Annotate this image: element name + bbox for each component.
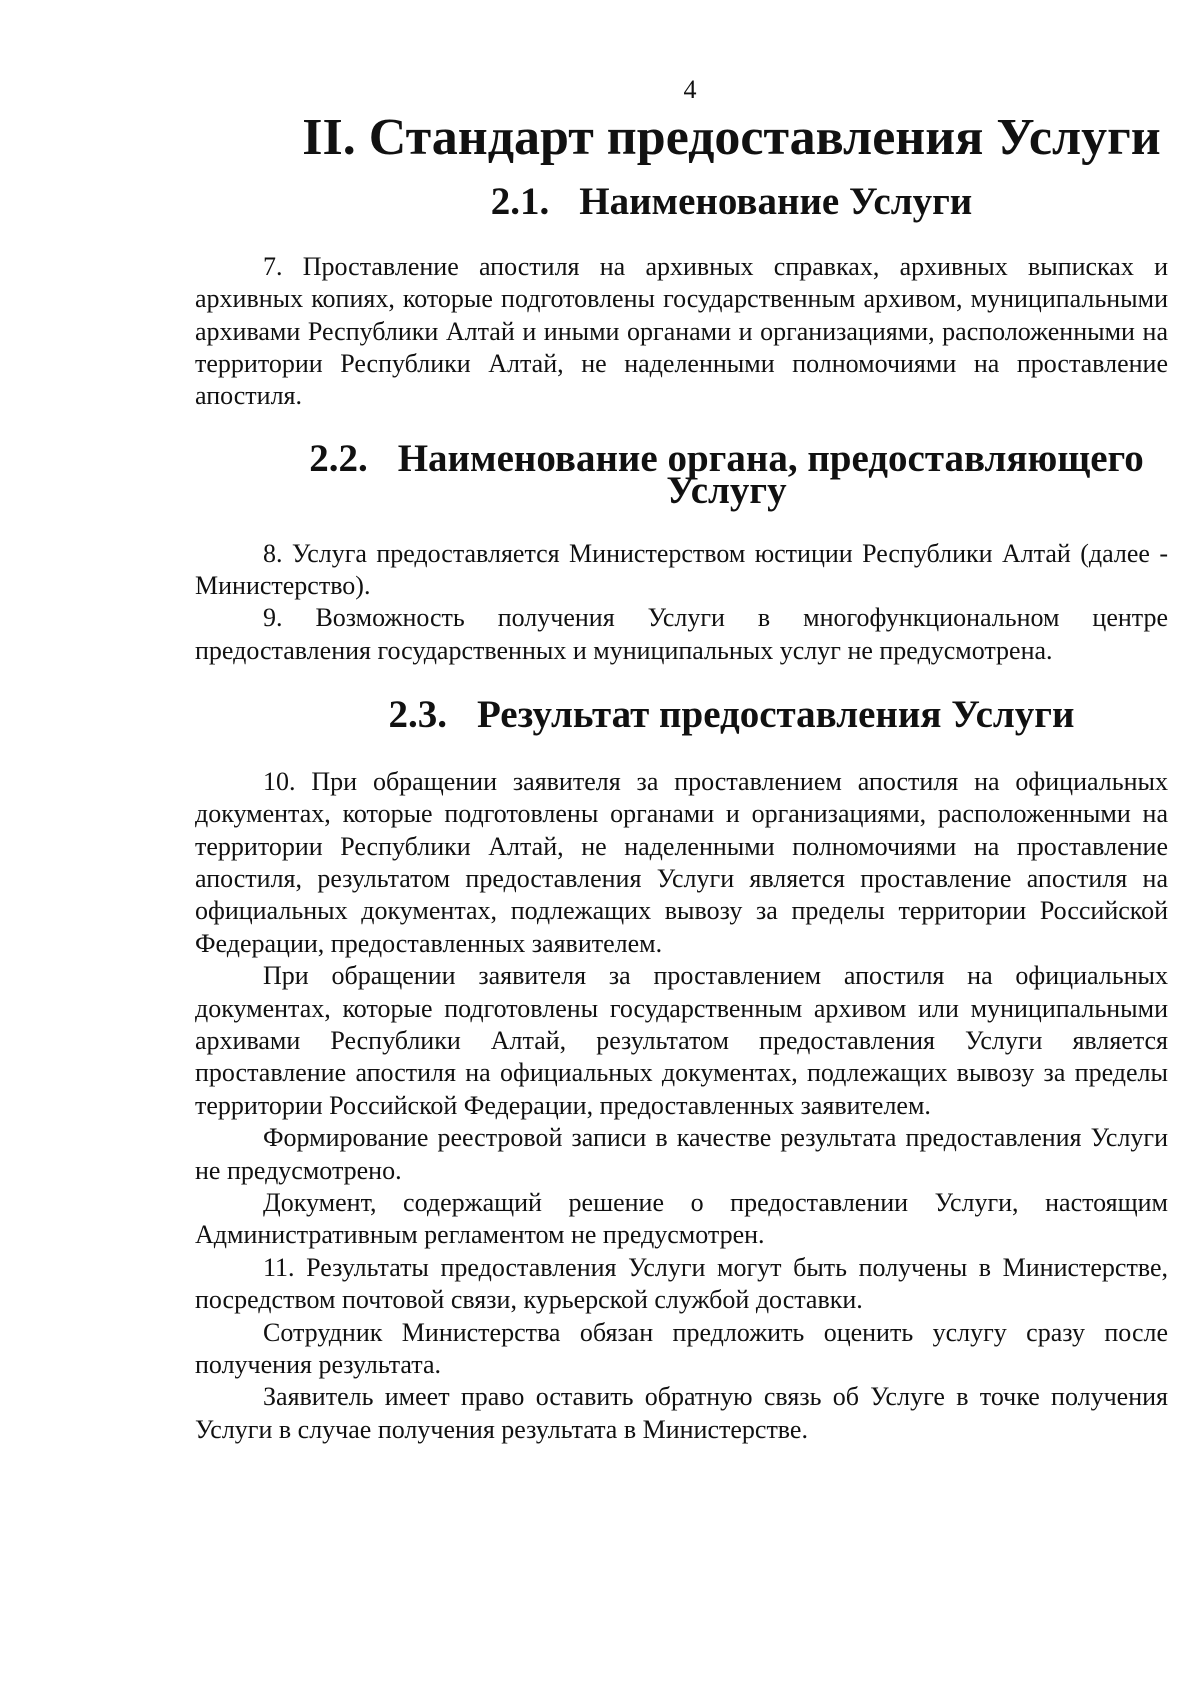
paragraph-decision-document: Документ, содержащий решение о предоставлении Услуги, настоящим Административным регламентом не предусмотрен. xyxy=(195,1187,1168,1250)
paragraph-10-archives: При обращении заявителя за проставлением апостиля на официальных документах, которые подготовлены государственным архивом или муниципальными архивами Республики Алтай, результатом предоставления Услуги является проставление апостиля на официальных документах, подлежащих вывозу за пределы территории Российской Федерации, предоставленных заявителем. xyxy=(195,961,1168,1120)
document-body xyxy=(195,109,1168,1446)
section-title: II. Стандарт предоставления Услуги xyxy=(302,109,1161,166)
subsection-title: Наименование органа, предоставляющего Услугу xyxy=(397,436,1144,513)
paragraph-9: 9. Возможность получения Услуги в многофункциональном центре предоставления государственных и муниципальных услуг не предусмотрена. xyxy=(195,603,1168,665)
paragraph-8: 8. Услуга предоставляется Министерством юстиции Республики Алтай (далее - Министерство). xyxy=(195,538,1168,601)
paragraph-10: 10. При обращении заявителя за проставлением апостиля на официальных документах, которые подготовлены органами и организациями, расположенными на территории Республики Алтай, не наделенными полномочиями на проставление апостиля, результатом предоставления Услуги является проставление апостиля на официальных документах, подлежащих вывозу за пределы территории Российской Федерации, предоставленных заявителем. xyxy=(195,766,1168,958)
subsection-title: Результат предоставления Услуги xyxy=(477,693,1075,737)
subsection-number: 2.3. xyxy=(388,693,447,737)
subsection-number: 2.2. xyxy=(309,436,368,480)
paragraph-employee-evaluation: Сотрудник Министерства обязан предложить оценить услугу сразу после получения результата. xyxy=(195,1317,1168,1379)
paragraph-11: 11. Результаты предоставления Услуги могут быть получены в Министерстве, посредством почтовой связи, курьерской службой доставки. xyxy=(195,1252,1168,1315)
paragraph-registry-record: Формирование реестровой записи в качестве результата предоставления Услуги не предусмотрено. xyxy=(195,1123,1168,1185)
subsection-heading-2-3 xyxy=(195,693,1168,737)
paragraph-7: 7. Проставление апостиля на архивных справках, архивных выписках и архивных копиях, которые подготовлены государственным архивом, муниципальными архивами Республики Алтай и иными органами и организациями, расположенными на территории Республики Алтай, не наделенными полномочиями на проставление апостиля. xyxy=(195,251,1168,411)
paragraph-feedback: Заявитель имеет право оставить обратную связь об Услуге в точке получения Услуги в случае получения результата в Министерстве. xyxy=(195,1382,1168,1444)
subsection-heading-2-1 xyxy=(195,180,1168,224)
subsection-number: 2.1. xyxy=(490,180,550,224)
page-number: 4 xyxy=(683,75,697,104)
subsection-title: Наименование Услуги xyxy=(579,180,973,224)
subsection-heading-2-2 xyxy=(195,436,1168,513)
